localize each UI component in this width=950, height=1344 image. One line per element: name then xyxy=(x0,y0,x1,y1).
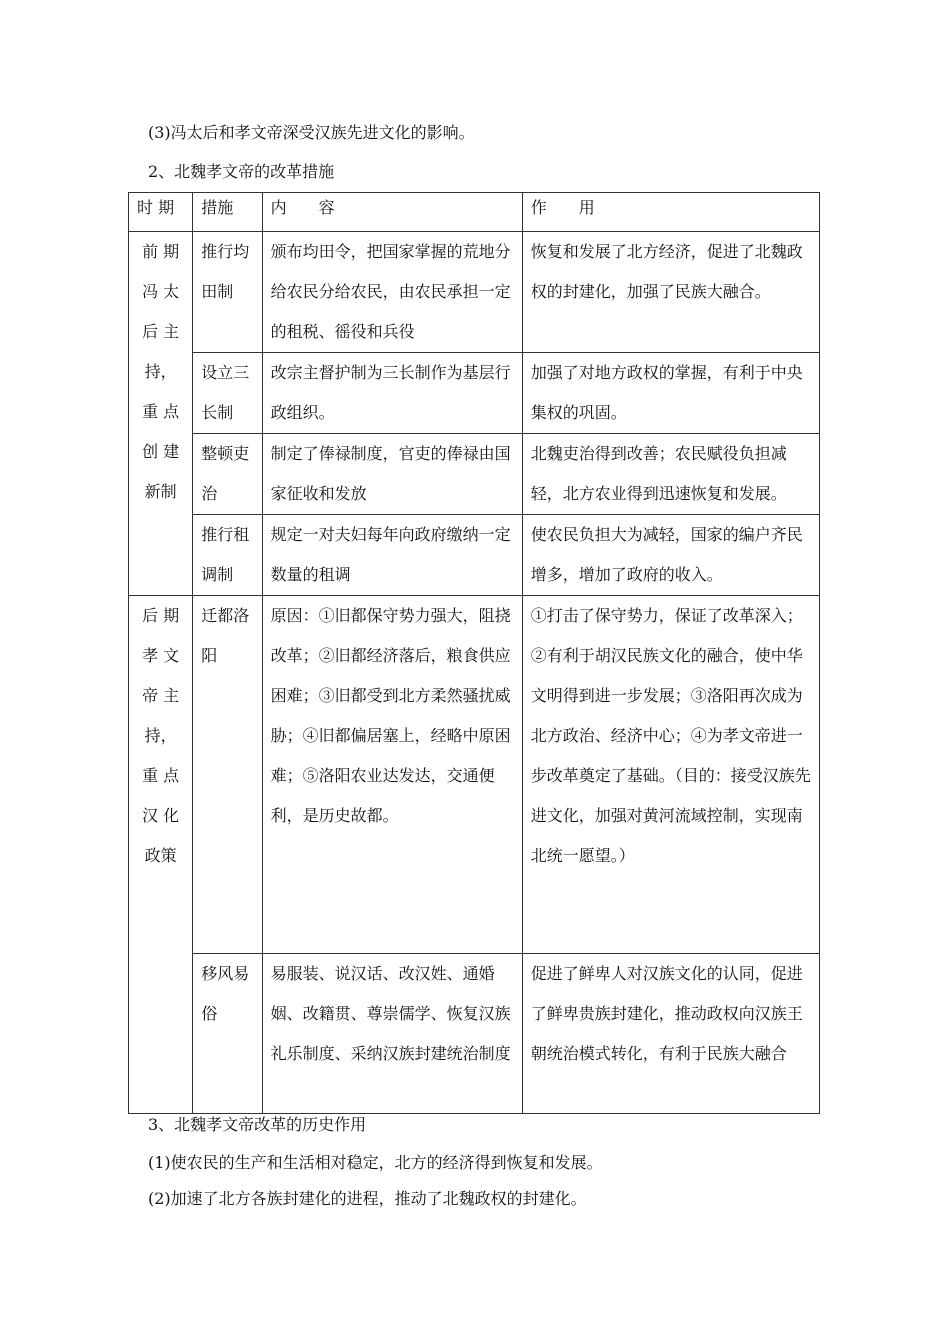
intro-paragraph: (3)冯太后和孝文帝深受汉族先进文化的影响。 xyxy=(148,123,475,142)
effect-cell: 加强了对地方政权的掌握，有利于中央集权的巩固。 xyxy=(522,353,819,434)
content-cell: 易服装、说汉话、改汉姓、通婚姻、改籍贯、尊崇儒学、恢复汉族礼乐制度、采纳汉族封建统治制度 xyxy=(262,954,522,1114)
table-header-row xyxy=(129,193,820,232)
content-cell: 颁布均田令，把国家掌握的荒地分给农民分给农民，由农民承担一定的租税、徭役和兵役 xyxy=(262,232,522,353)
table-row xyxy=(129,232,820,353)
table-row xyxy=(129,353,820,434)
table-row xyxy=(129,515,820,596)
table-row xyxy=(129,954,820,1114)
measure-cell: 迁都洛阳 xyxy=(193,596,262,954)
section-3-point: (1)使农民的生产和生活相对稳定，北方的经济得到恢复和发展。 xyxy=(148,1153,603,1172)
measure-cell: 推行均田制 xyxy=(193,232,262,353)
period-late: 后 期 孝 文 帝 主 持， 重 点 汉 化 政策 xyxy=(129,596,193,1114)
section-3-point: (2)加速了北方各族封建化的进程，推动了北魏政权的封建化。 xyxy=(148,1189,587,1208)
content-cell: 改宗主督护制为三长制作为基层行政组织。 xyxy=(262,353,522,434)
effect-cell: 使农民负担大为减轻，国家的编户齐民增多，增加了政府的收入。 xyxy=(522,515,819,596)
measure-cell: 移风易俗 xyxy=(193,954,262,1114)
effect-cell: 恢复和发展了北方经济，促进了北魏政权的封建化，加强了民族大融合。 xyxy=(522,232,819,353)
header-content: 内 容 xyxy=(262,193,522,232)
section-3-title: 3、北魏孝文帝改革的历史作用 xyxy=(148,1115,367,1134)
measure-cell: 设立三长制 xyxy=(193,353,262,434)
content-cell: 制定了俸禄制度，官吏的俸禄由国家征收和发放 xyxy=(262,434,522,515)
measure-cell: 整顿吏治 xyxy=(193,434,262,515)
reform-measures-table xyxy=(128,192,820,1114)
content-cell: 原因：①旧都保守势力强大，阻挠改革；②旧都经济落后，粮食供应困难；③旧都受到北方柔然骚扰威胁；④旧都偏居塞上，经略中原困难；⑤洛阳农业达发达，交通便利，是历史故都。 xyxy=(262,596,522,954)
effect-cell: 促进了鲜卑人对汉族文化的认同，促进了鲜卑贵族封建化，推动政权向汉族王朝统治模式转化，有利于民族大融合 xyxy=(522,954,819,1114)
table-row xyxy=(129,596,820,954)
measure-cell: 推行租调制 xyxy=(193,515,262,596)
content-cell: 规定一对夫妇每年向政府缴纳一定数量的租调 xyxy=(262,515,522,596)
effect-cell: 北魏吏治得到改善；农民赋役负担减轻，北方农业得到迅速恢复和发展。 xyxy=(522,434,819,515)
effect-cell: ①打击了保守势力，保证了改革深入；②有利于胡汉民族文化的融合，使中华文明得到进一步发展；③洛阳再次成为北方政治、经济中心；④为孝文帝进一步改革奠定了基础。（目的：接受汉族先进文化，加强对黄河流域控制，实现南北统一愿望。） xyxy=(522,596,819,954)
section-2-title: 2、北魏孝文帝的改革措施 xyxy=(148,162,335,181)
header-measure: 措施 xyxy=(193,193,262,232)
header-effect: 作 用 xyxy=(522,193,819,232)
table-row xyxy=(129,434,820,515)
period-early: 前 期 冯 太 后 主 持， 重 点 创 建 新制 xyxy=(129,232,193,596)
header-period: 时 期 xyxy=(129,193,193,232)
